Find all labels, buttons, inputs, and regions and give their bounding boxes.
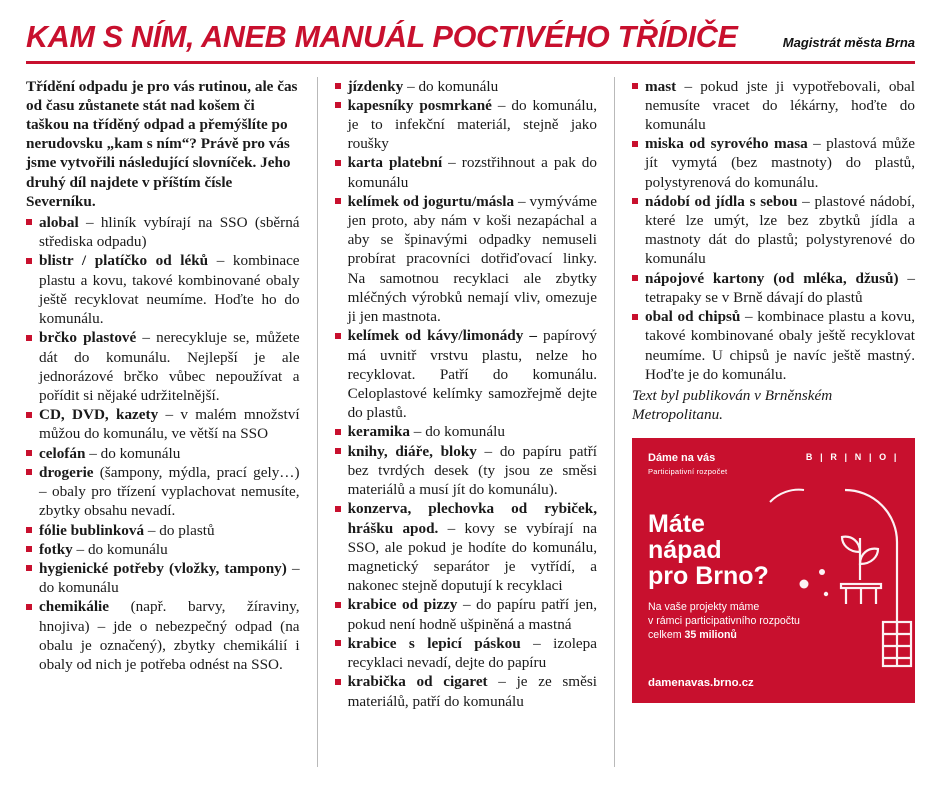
article-header [26,22,915,59]
bullet-icon [335,679,341,685]
entry-term: fólie bublinková [39,521,145,539]
bullet-icon [26,450,32,456]
bullet-icon [335,448,341,454]
entry-term: fotky [39,540,73,558]
entry-term: nápojové kartony (od mléka, džusů) [645,269,899,287]
bullet-icon [632,275,638,281]
entry-term: konzerva, plechovka od rybiček, hrášku apod. [347,500,597,537]
list-item [26,540,300,559]
list-item [632,307,915,384]
entry-text: papírový má uvnitř vrstvu plastu, nelze ho recyklovat. Patří do komunálu. Celoplastové kelímky samozřejmě dejte do plastů. [347,327,597,422]
list-item [26,521,300,540]
entry-term: CD, DVD, kazety [39,406,159,424]
list-item [335,595,597,633]
bullet-icon [26,335,32,341]
article-closing-note: Text byl publikován v Brněnském Metropolitanu. [632,387,833,424]
entry-text: – do papíru patří jen, pokud není hodně ušpiněná a mastná [347,596,597,633]
entry-term: nádobí od jídla s sebou [645,192,798,210]
entry-term: drogerie [39,463,94,481]
header-divider [26,61,915,64]
list-item [335,192,597,327]
list-item [335,96,597,154]
entry-text: – v malém množství můžou do komunálu, ve větší na SSO [39,406,300,443]
entry-term: keramika [347,423,410,441]
ad-amount: 35 milionů [684,628,737,641]
entry-text: (šampony, mýdla, prací gely…) – obaly pro třízení vyplachovat nemusíte, zbytky obsahu nevadí. [39,463,300,520]
entry-text: – do komunálu [72,540,168,558]
list-item [26,463,300,521]
bullet-icon [335,602,341,608]
bullet-icon [335,506,341,512]
article-source: Magistrát města Brna [782,34,915,50]
bullet-icon [335,429,341,435]
list-item [335,634,597,672]
ad-headline [632,477,915,589]
list-item [26,328,300,405]
entry-text: – rozstřihnout a pak do komunálu [347,154,597,191]
bullet-icon [335,640,341,646]
bullet-icon [335,160,341,166]
entry-text: – do papíru patří bez tvrdých desek (ty jsou ze směsi materiálů a musí jít do komunálu). [347,442,597,499]
bullet-icon [26,565,32,571]
entry-term: miska od syrového masa [645,135,808,153]
list-item [26,251,300,328]
list-item [26,597,300,674]
entry-term: kelímek od kávy/limonády – [347,327,537,345]
bullet-icon [632,198,638,204]
entry-term: jízdenky [347,77,404,95]
entry-term: alobal [39,214,79,232]
bullet-icon [26,604,32,610]
entry-text: – plastové nádobí, které lze umýt, lze bez zbytků jídla a mastnoty dát do plastů; polystyrenové do komunálu [645,192,915,268]
article-columns [26,77,915,767]
ad-kicker-sub: Participativní rozpočet [648,467,728,477]
bullet-icon [335,198,341,204]
list-item [335,422,597,441]
entry-term: kapesníky posmrkané [347,96,492,114]
entry-text: – kombinace plastu a kovu, takové kombinované obaly ještě recyklovat neumíme. Hoďte ho do komunálu. [39,252,300,328]
list-item [335,442,597,500]
bullet-icon [26,258,32,264]
article-column-1 [26,77,300,767]
brno-logo: B | R | N | O | [805,452,899,463]
ad-body-line-3 [648,629,899,643]
entry-term: chemikálie [39,598,110,616]
article-column-2 [317,77,597,767]
ad-top-row [632,438,915,476]
ad-kicker [648,452,727,476]
ad-url-link[interactable]: damenavas.brno.cz [648,677,754,690]
list-item [632,134,915,192]
entry-text: – hliník vybírají na SSO (sběrná střediska odpadu) [39,214,300,251]
bullet-icon [335,83,341,89]
entry-text: – pokud jste ji vypotřebovali, obal nemusíte vracet do lékárny, hoďte do komunálu [645,77,915,133]
list-item [26,559,300,597]
list-item [26,213,300,251]
ad-headline-line-3: pro Brno? [648,561,769,590]
bullet-icon [26,412,32,418]
entry-text: – je ze směsi materiálů, patří do komunálu [347,673,597,710]
list-item [335,153,597,191]
article-column-3 [614,77,915,767]
entry-text: – do komunálu [403,77,499,95]
bullet-icon [26,219,32,225]
entry-text: – do komunálu [410,423,505,441]
entry-text: – kombinace plastu a kovu, takové kombinované obaly ještě recyklovat neumíme. U chipsů je navíc ještě mastný. Hoďte je do komunálu. [645,308,915,383]
list-item [26,444,300,463]
entry-term: mast [645,77,677,95]
list-item [335,77,597,96]
ad-headline-line-2: nápad [648,535,722,564]
entry-text: – do komunálu [85,444,181,462]
bullet-icon [632,83,638,89]
entry-term: celofán [39,444,86,462]
ad-body-line-3-pre: celkem [648,628,685,641]
bullet-icon [26,469,32,475]
entry-term: knihy, diáře, bloky [347,442,477,460]
entry-term: karta platební [347,154,443,172]
bullet-icon [335,102,341,108]
entry-term: blistr / platíčko od léků [39,252,209,270]
entry-term: obal od chipsů [645,308,741,326]
ad-body-line-2: v rámci participativního rozpočtu [648,614,800,627]
list-item [26,405,300,443]
advertisement-banner[interactable] [632,438,915,703]
entry-text: – tetrapaky se v Brně dávají do plastů [645,269,916,306]
list-item [632,77,915,135]
entry-term: brčko plastové [39,329,137,347]
list-item [335,499,597,595]
entry-text: – nerecykluje se, můžete dát do komunálu. Nejlepší je ale jednorázové brčko vůbec nepoužívat a pořídit si nějaké udržitelnější. [39,329,300,404]
ad-kicker-main: Dáme na vás [648,452,716,465]
entry-term: hygienické potřeby (vložky, tampony) [39,559,287,577]
list-item [335,672,597,710]
entry-text: – do plastů [144,521,215,539]
entry-text: – izolepa recyklaci nevadí, dejte do papíru [347,634,597,672]
bullet-icon [26,527,32,533]
entry-term: kelímek od jogurtu/másla [347,192,515,210]
entry-term: krabička od cigaret [347,673,488,691]
entry-text: – do komunálu [39,559,300,597]
ad-body-line-1: Na vaše projekty máme [648,600,760,613]
entry-text: – plastová může jít vymytá (bez mastnoty) do plastů, polystyrenová do komunálu. [645,135,915,191]
entry-text: – vymýváme jen proto, aby nám v koši nezapáchal a aby se špinavými odpadky nemuseli probírat pracovníci dotřiďovací linky. Na samotnou recyklaci ale zbytky mléčných výrobků nemají vliv, omezuje ji jen mastnota. [347,192,597,326]
ad-body-text [632,589,915,643]
bullet-icon [26,546,32,552]
bullet-icon [632,141,638,147]
ad-headline-line-1: Máte [648,509,705,538]
entry-term: krabice od pizzy [347,596,458,614]
list-item [632,269,915,307]
list-item [335,326,597,422]
bullet-icon [632,314,638,320]
entry-term: krabice s lepicí páskou [347,634,521,652]
intro-paragraph: Třídění odpadu je pro vás rutinou, ale čas od času zůstanete stát nad košem či taškou na tříděný odpad a přemýšlíte po nerudovsku „kam s ním“? Právě pro vás jsme vytvořili následující slovníček. Jeho druhý díl najdete v příštím čísle Severníku. [26,77,298,210]
entry-text: – kovy se vybírají na SSO, ale pokud je hodíte do komunálu, magnetický separátor je vytřídí, a nakonec stejně doputují k recyklaci [347,519,597,595]
list-item [632,192,915,269]
page-title: KAM S NÍM, ANEB MANUÁL POCTIVÉHO TŘÍDIČE [26,20,738,54]
bullet-icon [335,333,341,339]
entry-text: – do komunálu, je to infekční materiál, stejně jako roušky [347,96,597,153]
entry-text: (např. barvy, žíraviny, hnojiva) – jde o nebezpečný odpad (na obalu je označený), zbytky chemikálií i obaly od nich je potřeba odnést na SSO. [39,598,300,674]
